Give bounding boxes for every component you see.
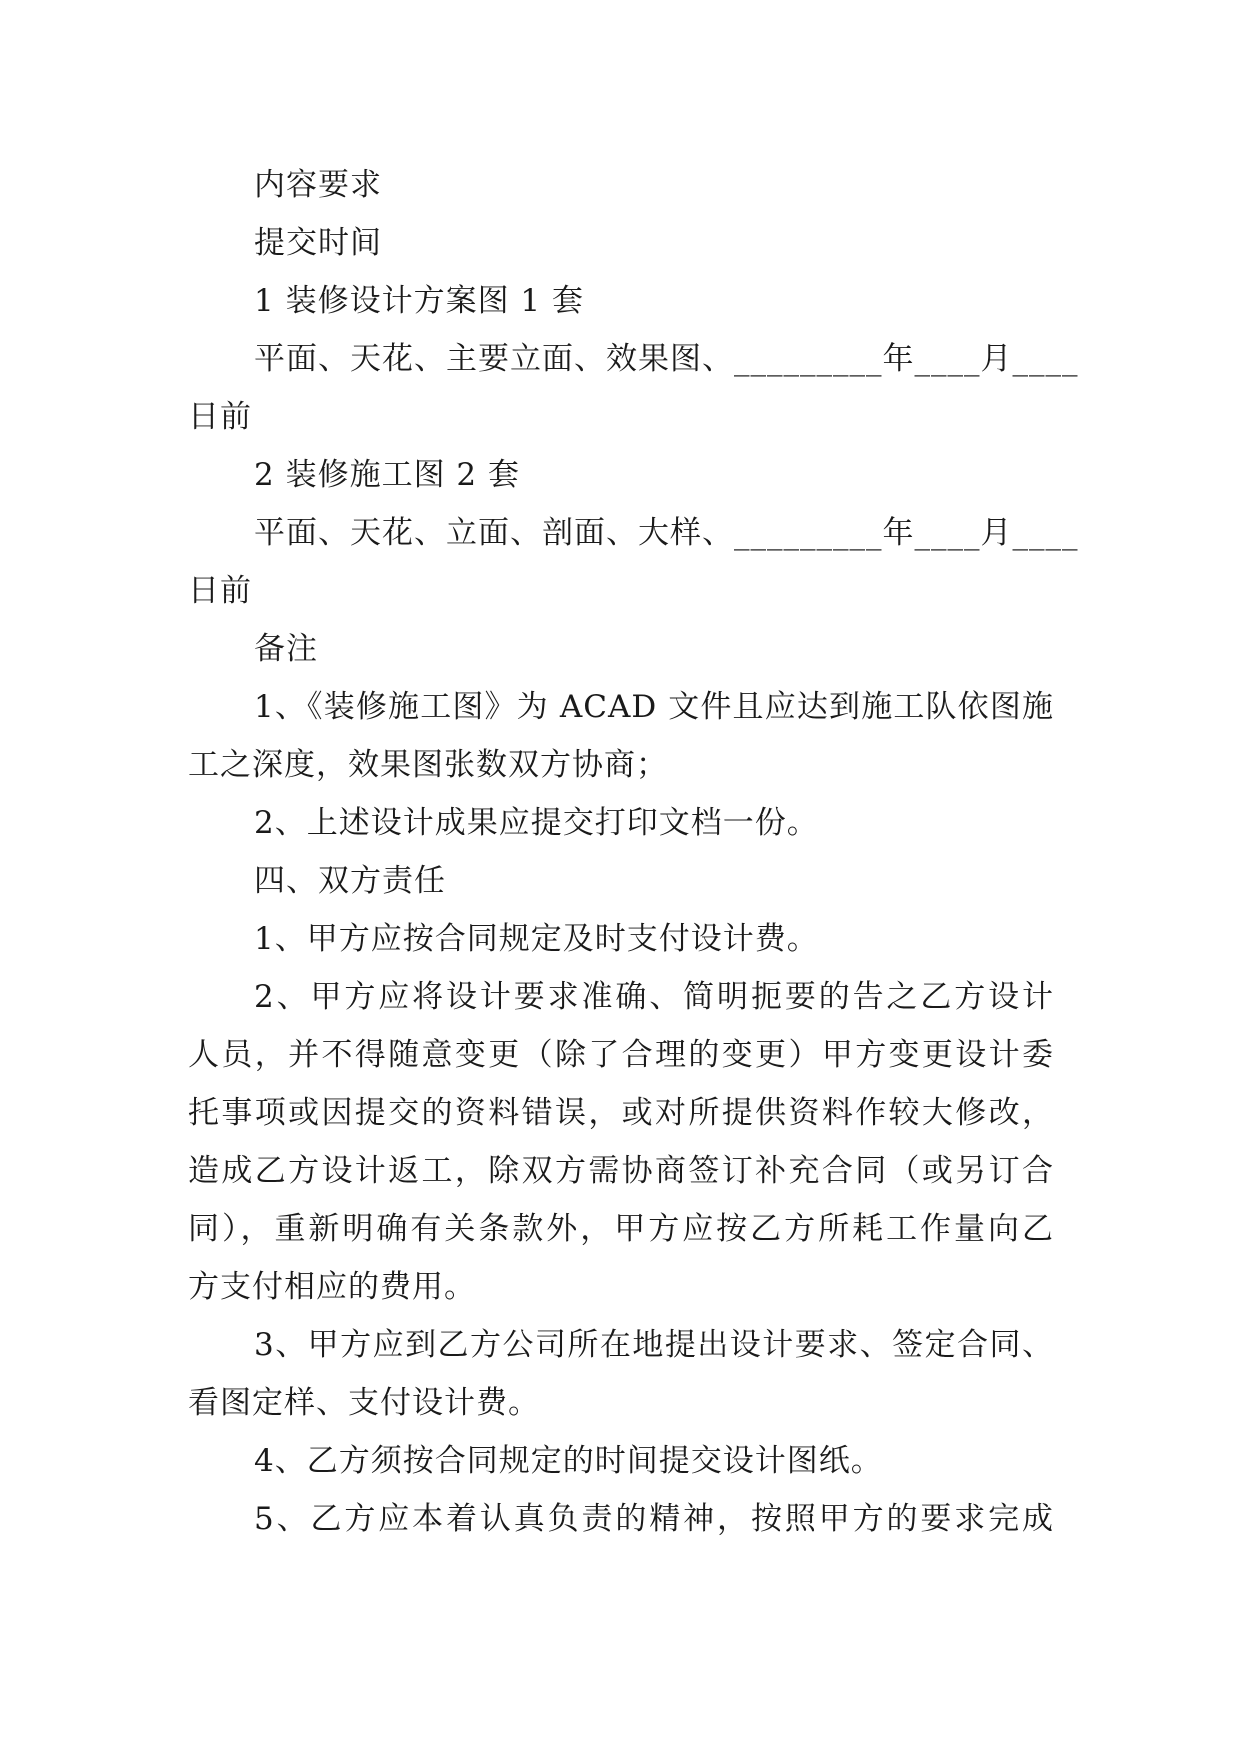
remark-2: 2、上述设计成果应提交打印文档一份。 xyxy=(254,805,819,841)
remark-1-cont: 工之深度，效果图张数双方协商； xyxy=(188,747,668,783)
responsibility-2: 2、甲方应将设计要求准确、简明扼要的告之乙方设计 xyxy=(254,979,1054,1015)
section-heading-content-requirements: 内容要求 xyxy=(254,167,382,203)
construction-drawings-deadline: 平面、天花、立面、剖面、大样、_________年____月____ xyxy=(254,515,1079,551)
construction-drawings-deadline-cont: 日前 xyxy=(188,573,252,609)
remark-1: 1、《装修施工图》为 ACAD 文件且应达到施工队依图施 xyxy=(254,689,1054,725)
remarks-heading: 备注 xyxy=(254,631,318,667)
item-design-scheme: 1 装修设计方案图 1 套 xyxy=(254,283,585,319)
section-heading-responsibilities: 四、双方责任 xyxy=(254,863,446,899)
item-construction-drawings: 2 装修施工图 2 套 xyxy=(254,457,521,493)
responsibility-2-cont-4: 同），重新明确有关条款外，甲方应按乙方所耗工作量向乙 xyxy=(188,1211,1054,1247)
responsibility-3-cont: 看图定样、支付设计费。 xyxy=(188,1385,540,1421)
responsibility-2-cont-5: 方支付相应的费用。 xyxy=(188,1269,476,1305)
responsibility-2-cont-2: 托事项或因提交的资料错误，或对所提供资料作较大修改， xyxy=(188,1095,1054,1131)
responsibility-5: 5、乙方应本着认真负责的精神，按照甲方的要求完成 xyxy=(254,1501,1054,1537)
responsibility-2-cont-3: 造成乙方设计返工，除双方需协商签订补充合同（或另订合 xyxy=(188,1153,1054,1189)
section-heading-submission-time: 提交时间 xyxy=(254,225,382,261)
document-body xyxy=(188,156,1079,1548)
responsibility-3: 3、甲方应到乙方公司所在地提出设计要求、签定合同、 xyxy=(254,1327,1054,1363)
responsibility-4: 4、乙方须按合同规定的时间提交设计图纸。 xyxy=(254,1443,883,1479)
design-scheme-deadline-cont: 日前 xyxy=(188,399,252,435)
design-scheme-deadline: 平面、天花、主要立面、效果图、_________年____月____ xyxy=(254,341,1079,377)
responsibility-1: 1、甲方应按合同规定及时支付设计费。 xyxy=(254,921,819,957)
responsibility-2-cont-1: 人员，并不得随意变更（除了合理的变更）甲方变更设计委 xyxy=(188,1037,1054,1073)
